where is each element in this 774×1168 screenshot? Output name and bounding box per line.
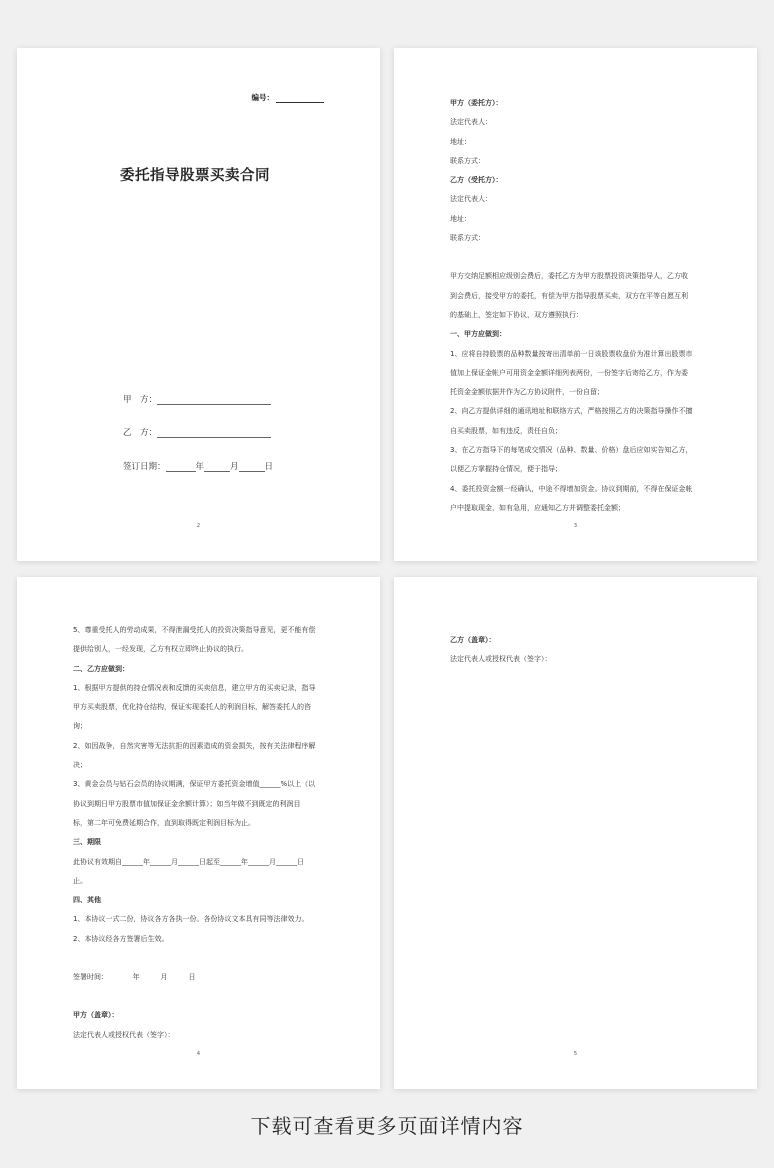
text-line: 4、委托投资金额一经确认，中途不得增加资金。协议到期前，不得在保证金帐 — [450, 484, 693, 493]
text-line: 联系方式： — [450, 156, 485, 165]
text-line: 决； — [73, 761, 87, 770]
page-parties-obligations — [394, 48, 757, 561]
section-heading: 乙方（受托方）： — [450, 176, 503, 185]
text-line: 询； — [73, 722, 87, 731]
text-line: 提供给别人，一经发现，乙方有权立即终止协议的执行。 — [73, 645, 248, 654]
text-line: 1、根据甲方提供的持仓情况表和反馈的买卖信息，建立甲方的买卖记录，指导 — [73, 683, 316, 692]
section-heading: 四、其他 — [73, 896, 101, 905]
text-line: 法定代表人或授权代表（签字）： — [450, 655, 552, 664]
text-line: 2、如因战争，自然灾害等无法抗拒的因素造成的资金损失，按有关法律程序解 — [73, 741, 316, 750]
contract-number-label: 编号： — [251, 93, 274, 102]
page4-content — [450, 631, 705, 670]
page-number: 3 — [573, 523, 578, 529]
section-heading: 乙方（盖章）： — [450, 636, 496, 644]
text-line: 甲方买卖股票，优化持仓结构，保证实现委托人的利润目标，解答委托人的咨 — [73, 703, 311, 712]
download-hint: 下载可查看更多页面详情内容 — [250, 1114, 524, 1138]
page-number: 4 — [196, 1051, 201, 1057]
text-line: 法定代表人或授权代表（签字）： — [73, 1030, 175, 1039]
sign-date-row — [123, 460, 273, 472]
page-number: 2 — [196, 523, 201, 529]
text-line: 3、黄金会员与钻石会员的协议期满，保证甲方委托资金增值______%以上（以 — [73, 780, 316, 789]
section-heading: 二、乙方应做到： — [73, 664, 129, 673]
text-line: 止。 — [73, 876, 87, 885]
day-label: 日 — [264, 462, 274, 472]
text-line: 2、向乙方提供详细的通讯地址和联络方式，严格按照乙方的决策指导操作不擅 — [450, 407, 693, 416]
contract-number-blank — [276, 95, 324, 103]
text-line: 3、在乙方指导下的每笔成交情况（品种、数量、价格）盘后应如实告知乙方， — [450, 446, 693, 455]
spacer — [450, 248, 705, 267]
text-line: 1、本协议一式二份，协议各方各执一份。各份协议文本具有同等法律效力。 — [73, 915, 309, 924]
text-line: 签署时间： 年 月 日 — [73, 973, 196, 982]
year-label: 年 — [195, 462, 205, 472]
party-a-label: 甲 方： — [123, 395, 158, 405]
text-line: 自买卖股票，如有违反，责任自负； — [450, 426, 562, 435]
page-number: 5 — [573, 1051, 578, 1057]
page2-content — [450, 94, 705, 518]
text-line: 甲方交纳足额相应级别会费后，委托乙方为甲方股票投资决策指导人，乙方收 — [450, 272, 688, 281]
year-blank — [166, 462, 196, 472]
page-cover — [17, 48, 380, 561]
month-blank — [204, 462, 230, 472]
spacer — [73, 987, 328, 1006]
text-line: 的基础上，签定如下协议，双方遵照执行： — [450, 310, 583, 319]
section-heading: 三、期限 — [73, 838, 101, 847]
page3-content — [73, 621, 328, 1045]
text-line: 值加上保证金帐户可用资金金额详细列表两份，一份签字后寄给乙方，作为委 — [450, 368, 688, 377]
text-line: 2、本协议经各方签署后生效。 — [73, 934, 169, 943]
section-heading: 甲方（委托方）： — [450, 99, 503, 107]
text-line: 户中提取现金，如有急用，应通知乙方并调整委托金额； — [450, 503, 625, 512]
text-line: 托资金金额依据并作为乙方协议附件，一份自留； — [450, 388, 604, 397]
party-a-row — [123, 393, 271, 405]
text-line: 到会费后，接受甲方的委托，有偿为甲方指导股票买卖，双方在平等自愿互利 — [450, 291, 688, 300]
document-title: 委托指导股票买卖合同 — [120, 167, 270, 184]
text-line: 法定代表人： — [450, 195, 492, 204]
section-heading: 甲方（盖章）： — [73, 1011, 119, 1020]
sign-date-label: 签订日期： — [123, 462, 166, 472]
month-label: 月 — [230, 462, 239, 472]
text-line: 标，第二年可免费延期合作，直到取得既定利润目标为止。 — [73, 818, 255, 827]
party-b-row — [123, 426, 271, 438]
spacer — [73, 949, 328, 968]
contract-number — [252, 92, 325, 103]
section-heading: 一、甲方应做到： — [450, 330, 506, 339]
party-a-blank — [157, 395, 271, 405]
day-blank — [239, 462, 265, 472]
text-line: 此协议有效期自______年______月______日起至______年______月______日 — [73, 857, 304, 866]
text-line: 地址： — [450, 214, 471, 223]
text-line: 法定代表人： — [450, 118, 492, 127]
text-line: 地址： — [450, 137, 471, 146]
page-terms — [17, 577, 380, 1089]
party-b-blank — [157, 428, 271, 438]
text-line: 以便乙方掌握持仓情况，便于指导； — [450, 465, 562, 474]
text-line: 联系方式： — [450, 234, 485, 243]
page-signature — [394, 577, 757, 1089]
party-b-label: 乙 方： — [123, 428, 158, 438]
text-line: 1、应将自持股票的品种数量按寄出清单前一日该股票收盘价为准计算出股票市 — [450, 349, 693, 358]
text-line: 5、尊重受托人的劳动成果，不得泄漏受托人的投资决策指导意见，更不能有偿 — [73, 626, 316, 634]
text-line: 协议到期日甲方股票市值加保证金余额计算）；如当年做不到既定的利润目 — [73, 799, 301, 808]
